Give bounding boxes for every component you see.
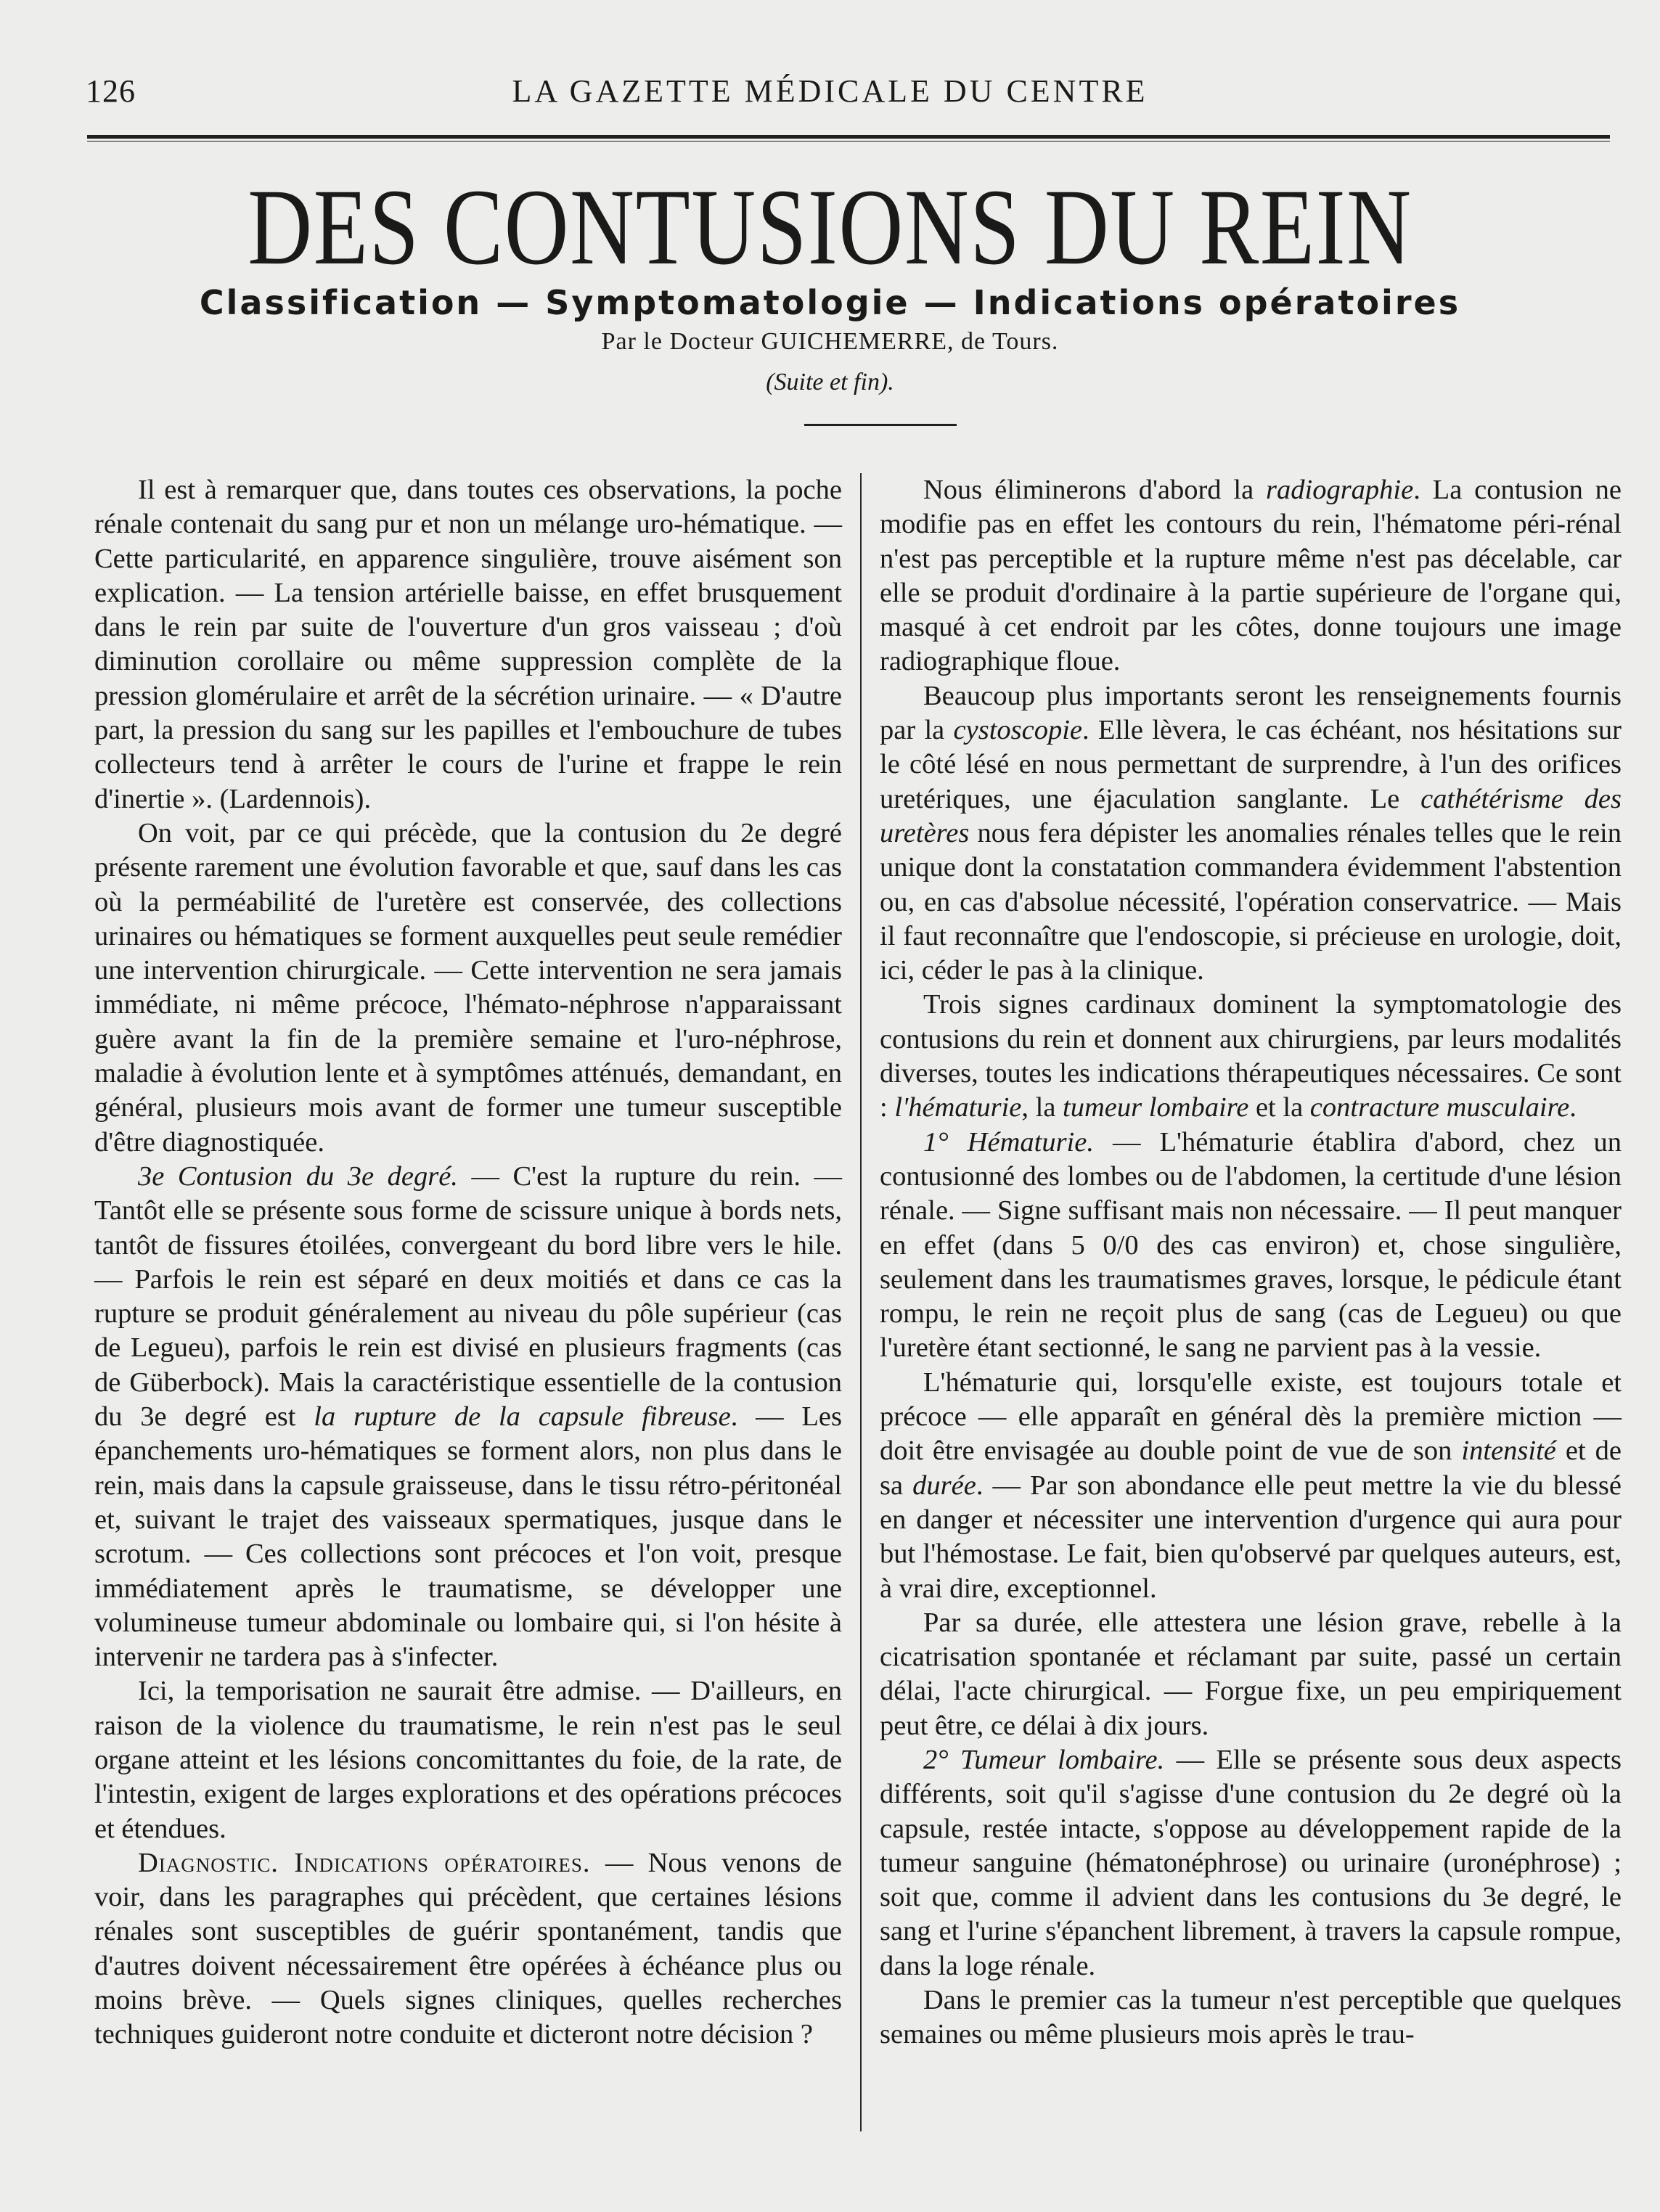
section-lead: Diagnostic. Indications opératoires. xyxy=(138,1847,591,1878)
paragraph: Ici, la temporisation ne saurait être admise. — D'ailleurs, en raison de la violence du traumatisme, le rein n'est pas le seul organe atteint et les lésions concomittantes du foie, de la rate, de l'intestin, exigent de larges explorations et des opérations précoces et étendues. xyxy=(94,1676,842,1844)
paragraph: Diagnostic. Indications opératoires. — Nous venons de voir, dans les paragraphes qui précèdent, que certaines lésions rénales sont susceptibles de guérir spontanément, tandis que d'autres doivent nécessairement être opérées à échéance plus ou moins brève. — Quels signes cliniques, quelles recherches techniques guideront notre conduite et dicteront notre décision ? xyxy=(94,1847,843,2050)
right-column xyxy=(880,473,1622,2052)
left-column xyxy=(94,473,842,2052)
section-lead: 3e Contusion du 3e degré. xyxy=(138,1160,458,1192)
paragraph: 2° Tumeur lombaire. — Elle se présente sous deux aspects différents, soit qu'il s'agisse d'une contusion du 2e degré où la capsule, restée intacte, s'oppose au développement rapide de la tumeur sanguine (hématonéphrose) ou urinaire (uronéphrose) ; soit que, comme il advient dans les contusions du 3e degré, le sang et l'urine s'épanchent librement, à travers la capsule rompue, dans la loge rénale. xyxy=(880,1744,1622,1981)
paragraph: Par sa durée, elle attestera une lésion grave, rebelle à la cicatrisation spontanée et réclamant par suite, passé un certain délai, l'acte chirurgical. — Forgue fixe, un peu empiriquement peut être, ce délai à dix jours. xyxy=(880,1607,1622,1741)
section-lead: 1° Hématurie. xyxy=(923,1126,1094,1158)
paragraph: Dans le premier cas la tumeur n'est perceptible que quelques semaines ou même plusieurs mois après le trau- xyxy=(880,1985,1622,2050)
paragraph: Beaucoup plus importants seront les renseignements fournis par la cystoscopie. Elle lèvera, le cas échéant, nos hésitations sur le côté lésé en nous permettant de surprendre, à l'un des orifices uretériques, une éjaculation sanglante. Le cathétérisme des uretères nous fera dépister les anomalies rénales telles que le rein unique dont la constatation commandera évidemment l'abstention ou, en cas d'absolue nécessité, l'opération conservatrice. — Mais il faut reconnaître que l'endoscopie, si précieuse en urologie, doit, ici, céder le pas à la clinique. xyxy=(880,680,1622,986)
paragraph: Il est à remarquer que, dans toutes ces observations, la poche rénale contenait du sang pur et non un mélange uro-hématique. — Cette particularité, en apparence singulière, trouve aisément son explication. — La tension artérielle baisse, en effet brusquement dans le rein par suite de l'ouverture d'un gros vaisseau ; d'où diminution corollaire ou même suppression complète de la pression glomérulaire et arrêt de la sécrétion urinaire. — « D'autre part, la pression du sang sur les papilles et l'embouchure de tubes collecteurs tend à arrêter le cours de l'urine et frappe le rein d'inertie ». (Lardennois). xyxy=(94,475,842,814)
header-rule xyxy=(87,135,1610,142)
title-rule xyxy=(804,424,957,426)
column-divider xyxy=(860,473,862,2131)
section-lead: 2° Tumeur lombaire. xyxy=(923,1744,1165,1775)
article-title: DES CONTUSIONS DU REIN xyxy=(248,167,1412,287)
paragraph: On voit, par ce qui précède, que la contusion du 2e degré présente rarement une évolution favorable et que, sauf dans les cas où la perméabilité de l'uretère est conservée, des collections urinaires ou hématiques se forment auxquelles peut seule remédier une intervention chirurgicale. — Cette intervention ne sera jamais immédiate, ni même précoce, l'hémato-néphrose n'apparaissant guère avant la fin de la première semaine et l'uro-néphrose, maladie à évolution lente et à symptômes atténués, demandant, en général, plusieurs mois avant de former une tumeur susceptible d'être diagnostiquée. xyxy=(94,817,842,1158)
article-byline: Par le Docteur GUICHEMERRE, de Tours. xyxy=(601,328,1059,355)
paragraph: Trois signes cardinaux dominent la symptomatologie des contusions du rein et donnent aux chirurgiens, par leurs modalités diverses, toutes les indications thérapeutiques nécessaires. Ce sont : l'hématurie, la tumeur lombaire et la contracture musculaire. xyxy=(880,989,1622,1123)
paragraph: 1° Hématurie. — L'hématurie établira d'abord, chez un contusionné des lombes ou de l'abdomen, la certitude d'une lésion rénale. — Signe suffisant mais non nécessaire. — Il peut manquer en effet (dans 5 0/0 des cas environ) et, chose singulière, seulement dans les traumatismes graves, lorsque, le pédicule étant rompu, le rein ne reçoit plus de sang (cas de Legueu) ou que l'uretère étant sectionné, le sang ne parvient pas à la vessie. xyxy=(880,1126,1622,1364)
page-number: 126 xyxy=(86,73,136,109)
paragraph: 3e Contusion du 3e degré. — C'est la rupture du rein. — Tantôt elle se présente sous forme de scissure unique à bords nets, tantôt de fissures étoilées, convergeant du bord libre vers le hile. — Parfois le rein est séparé en deux moitiés et dans ce cas la rupture se produit généralement au niveau du pôle supérieur (cas de Legueu), parfois le rein est divisé en plusieurs fragments (cas de Güberbock). Mais la caractéristique essentielle de la contusion du 3e degré est la rupture de la capsule fibreuse. — Les épanchements uro-hématiques se forment alors, non plus dans le rein, mais dans la capsule graisseuse, dans le tissu rétro-péritonéal et, suivant le trajet des vaisseaux spermatiques, jusque dans le scrotum. — Ces collections sont précoces et l'on voit, presque immédiatement après le traumatisme, se développer une volumineuse tumeur abdominale ou lombaire qui, si l'on hésite à intervenir ne tardera pas à s'infecter. xyxy=(94,1160,843,1673)
continued-note: (Suite et fin). xyxy=(766,369,894,396)
paragraph: Nous éliminerons d'abord la radiographie. La contusion ne modifie pas en effet les contours du rein, l'hématome péri-rénal n'est pas perceptible et la rupture même n'est pas décelable, car elle se produit d'ordinaire à la partie supérieure de l'organe qui, masqué à cet endroit par les côtes, donne toujours une image radiographique floue. xyxy=(880,475,1622,677)
article-subtitle: Classification — Symptomatologie — Indications opératoires xyxy=(199,283,1461,322)
paragraph: L'hématurie qui, lorsqu'elle existe, est toujours totale et précoce — elle apparaît en général dès la première miction — doit être envisagée au double point de vue de son intensité et de sa durée. — Par son abondance elle peut mettre la vie du blessé en danger et nécessiter une intervention d'urgence qui aura pour but l'hémostase. Le fait, bien qu'observé par quelques auteurs, est, à vrai dire, exceptionnel. xyxy=(880,1367,1622,1604)
running-head: LA GAZETTE MÉDICALE DU CENTRE xyxy=(512,73,1148,109)
